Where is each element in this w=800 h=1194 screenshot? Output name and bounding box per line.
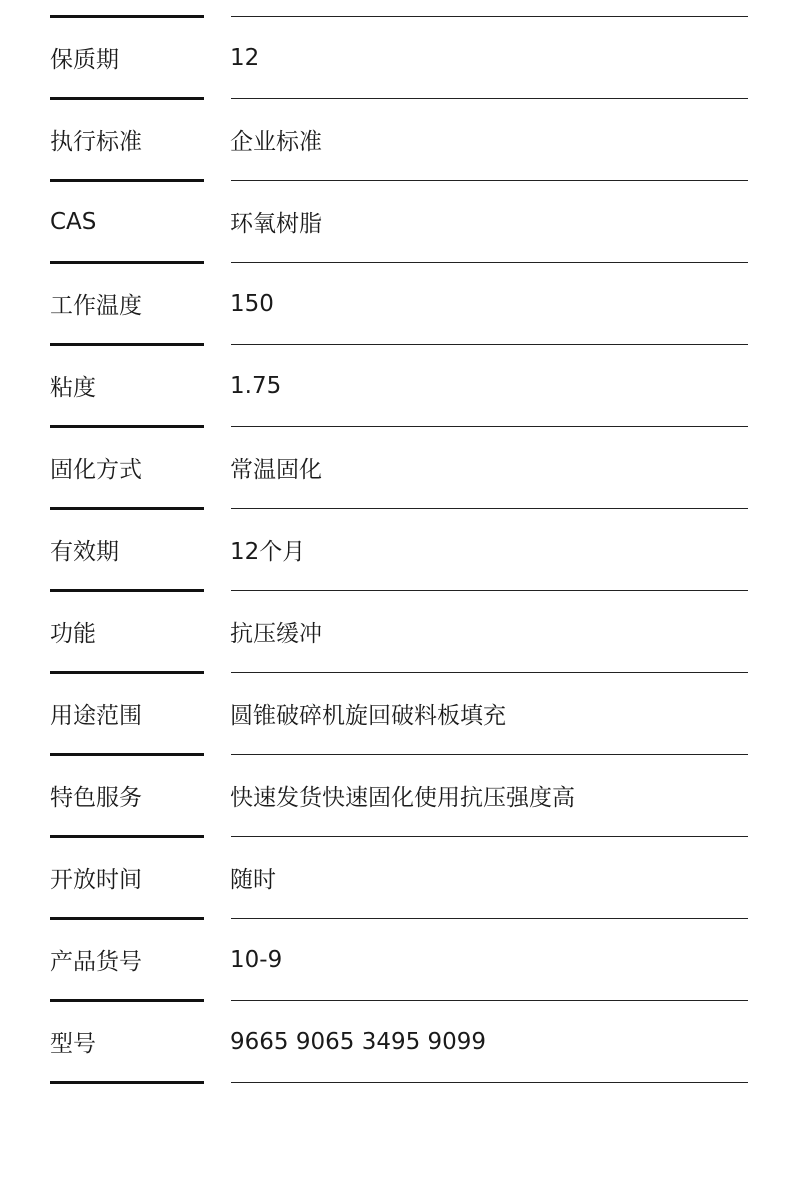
divider bbox=[50, 1081, 204, 1084]
spec-label: 有效期 bbox=[50, 539, 119, 565]
spec-label: 粘度 bbox=[50, 375, 96, 401]
spec-label: 产品货号 bbox=[50, 949, 142, 975]
spec-label: 执行标准 bbox=[50, 129, 142, 155]
spec-value: 抗压缓冲 bbox=[230, 621, 322, 647]
spec-value: 随时 bbox=[230, 867, 276, 893]
spec-value: 150 bbox=[230, 291, 274, 317]
spec-label: CAS bbox=[50, 209, 97, 235]
spec-value: 环氧树脂 bbox=[230, 211, 322, 237]
table-row bbox=[0, 345, 800, 427]
table-row bbox=[0, 755, 800, 837]
spec-value: 1.75 bbox=[230, 373, 282, 399]
spec-label: 固化方式 bbox=[50, 457, 142, 483]
table-row bbox=[0, 99, 800, 181]
spec-label: 用途范围 bbox=[50, 703, 142, 729]
spec-label: 型号 bbox=[50, 1031, 96, 1057]
spec-label: 保质期 bbox=[50, 47, 119, 73]
spec-label: 开放时间 bbox=[50, 867, 142, 893]
table-row bbox=[0, 263, 800, 345]
spec-label: 工作温度 bbox=[50, 293, 142, 319]
table-row bbox=[0, 1001, 800, 1083]
spec-value: 圆锥破碎机旋回破料板填充 bbox=[230, 703, 506, 729]
spec-value: 12 bbox=[230, 45, 260, 71]
spec-label: 功能 bbox=[50, 621, 96, 647]
table-row bbox=[0, 509, 800, 591]
table-row bbox=[0, 427, 800, 509]
table-row bbox=[0, 591, 800, 673]
table-row bbox=[0, 181, 800, 263]
spec-value: 企业标准 bbox=[230, 129, 322, 155]
spec-value: 12个月 bbox=[230, 539, 306, 565]
table-row bbox=[0, 17, 800, 99]
table-row bbox=[0, 837, 800, 919]
spec-label: 特色服务 bbox=[50, 785, 142, 811]
spec-value: 10-9 bbox=[230, 947, 283, 973]
table-row bbox=[0, 673, 800, 755]
table-row bbox=[0, 919, 800, 1001]
divider bbox=[231, 1082, 748, 1083]
spec-value: 快速发货快速固化使用抗压强度高 bbox=[230, 785, 575, 811]
spec-value: 常温固化 bbox=[230, 457, 322, 483]
spec-value: 9665 9065 3495 9099 bbox=[230, 1029, 487, 1055]
